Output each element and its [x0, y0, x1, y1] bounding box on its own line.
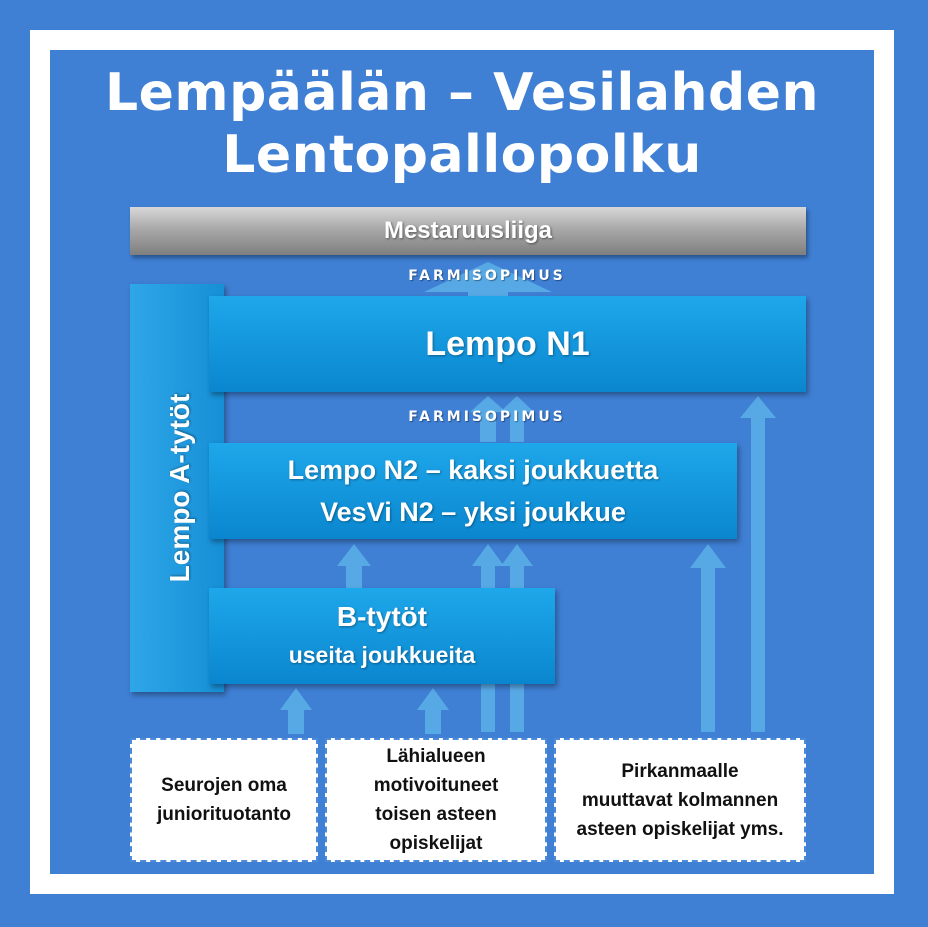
btytot-line-2: useita joukkueita	[288, 642, 476, 668]
source-tertiary-students	[554, 738, 806, 862]
source-tertiary-line-1: Pirkanmaalle	[621, 760, 739, 782]
source-juniors-line-2: juniorituotanto	[156, 804, 292, 825]
source-juniors	[130, 738, 318, 862]
tier-n2	[209, 443, 737, 539]
title-line-2: Lentopallopolku	[222, 125, 702, 185]
n2-line-1: Lempo N2 – kaksi joukkuetta	[287, 455, 659, 485]
source-secondary-line-3: toisen asteen	[375, 804, 497, 825]
source-secondary-line-4: opiskelijat	[389, 833, 483, 854]
tier-lempo-n1	[209, 296, 806, 392]
tier-mestaruusliiga: Mestaruusliiga	[130, 207, 806, 255]
third-level-to-n1-arrow	[740, 396, 776, 732]
farm-label-top: FARMISOPIMUS	[408, 268, 566, 284]
source-secondary-students	[325, 738, 547, 862]
source-juniors-line-1: Seurojen oma	[161, 775, 287, 796]
n2-line-2: VesVi N2 – yksi joukkue	[320, 497, 626, 527]
n1-label: Lempo N1	[425, 324, 590, 363]
source-secondary-line-2: motivoituneet	[373, 775, 499, 796]
tier-b-tytot	[209, 588, 555, 684]
third-level-to-n2-arrow	[690, 544, 726, 732]
title-line-1: Lempäälän – Vesilahden	[104, 63, 819, 123]
side-bar-label: Lempo A-tytöt	[164, 393, 195, 583]
secondary-to-btytot-arrow	[417, 688, 449, 734]
btytot-to-n2-arrow	[337, 544, 371, 588]
juniors-to-btytot-arrow	[280, 688, 312, 734]
btytot-line-1: B-tytöt	[336, 601, 428, 632]
source-tertiary-line-3: asteen opiskelijat yms.	[576, 818, 784, 840]
farm-label-mid: FARMISOPIMUS	[408, 409, 566, 425]
source-secondary-line-1: Lähialueen	[386, 746, 486, 767]
source-tertiary-line-2: muuttavat kolmannen	[581, 789, 779, 811]
